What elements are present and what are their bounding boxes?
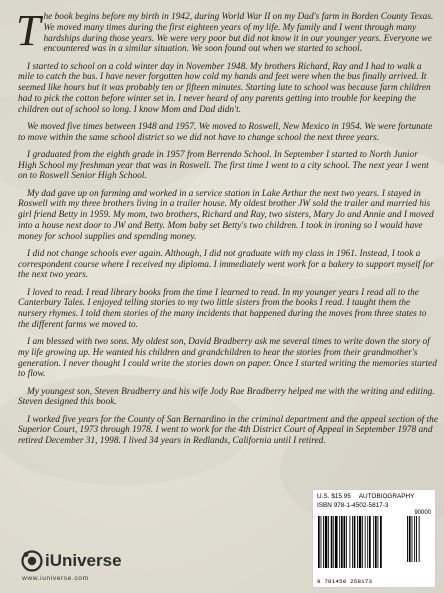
paragraph-6: I did not change schools ever again. Although, I did not graduate with my class in 1961. Instead, I took a correspondent course where I received my diploma. I immediately went work for a bakery to support myself for the next two years.: [18, 248, 434, 281]
drop-cap: T: [16, 6, 41, 55]
paragraph-8: I am blessed with two sons. My oldest son, David Bradberry ask me several times to write down the story of my life growing up. He wanted his children and grandchildren to hear the stories from their grandmother's generation. I never thought I could write the stories down on paper. Once I started writing the memories started to flow.: [18, 337, 437, 380]
barcode-bars: [317, 516, 431, 574]
isbn-text: ISBN 978-1-4502-5817-3: [317, 502, 389, 509]
paragraph-7: I loved to read. I read library books from the time I learned to read. In my younger years I read all to the Canterbury Tales. I enjoyed telling stories to my two little sisters from the books I read. I taught them the nursery rhymes. I told them stories of the many incidents that happened during the moves from three states to the different farms we moved to.: [18, 287, 427, 330]
price-addon-number: 90000: [414, 510, 431, 516]
paragraph-4: I graduated from the eighth grade in 1957 from Berrendo School. In September I started to North Junior High School my freshman year that was in Roswell. The first time I went to a city school. The next year I went on to Roswell Senior High School.: [18, 149, 429, 182]
back-cover-text: [16, 6, 438, 453]
price-category-line: [317, 493, 414, 500]
price-text: U.S. $15.95: [317, 493, 351, 500]
barcode-digits: 9 781450 258173: [317, 578, 373, 585]
paragraph-2: I started to school on a cold winter day in November 1948. My brothers Richard, Ray and I had to walk a mile to catch the bus. I have never forgotten how cold my hands and feet were when the bus finally arrived. It seemed like hours but it was probably ten or fifteen minutes. Starting late to school was because farm children had to pick the cotton before winter set in. I never heard of any parents getting into trouble for keeping the children out of school so long. I know Mom and Dad didn't.: [18, 61, 431, 115]
paragraph-9: My youngest son, Steven Bradberry and his wife Jody Rae Bradberry helped me with the writing and editing. Steven designed this book.: [18, 386, 435, 408]
paragraph-1: The book begins before my birth in 1942, during World War II on my Dad's farm in Borden County Texas. We moved many times during the first eighteen years of my life. My family and I went through many hardships during those years. We were very poor but did not know it in our younger years. Everyone we encountered was in a similar situation. We soon found out when we started to school.: [16, 6, 434, 55]
paragraph-10: I worked five years for the County of San Bernardino in the criminal department and the appeal section of the Superior Court, 1973 through 1978. I went to work for the 4th District Court of Appeal in September 1978 and retired December 31, 1998. I lived 34 years in Redlands, California until I retired.: [18, 414, 438, 446]
category-text: AUTOBIOGRAPHY: [358, 493, 415, 500]
iuniverse-logo-icon: [21, 550, 43, 572]
paragraph-5: My dad gave up on farming and worked in a service station in Lake Arthur the next two years. I stayed in Roswell with my three brothers living in a trailer house. My oldest brother JW sold the trailer and married his girl friend Betty in 1959. My mom, two brothers, Richard and Ray, two sisters, Mary Jo and Annie and I moved into a house next door to JW and Betty. Mom baby set Betty's two children. I took in ironing so I would have money for school supplies and spending money.: [18, 188, 434, 242]
publisher-name: iUniverse: [45, 551, 122, 570]
publisher-logo: [21, 547, 181, 589]
isbn-barcode-label: [312, 489, 436, 588]
paragraph-3: We moved five times between 1948 and 1957. We moved to Roswell, New Mexico in 1954. We were fortunate to move within the same school district so we did not have to change school the next three years.: [18, 121, 433, 143]
publisher-url: www.iuniverse.com: [22, 575, 89, 582]
